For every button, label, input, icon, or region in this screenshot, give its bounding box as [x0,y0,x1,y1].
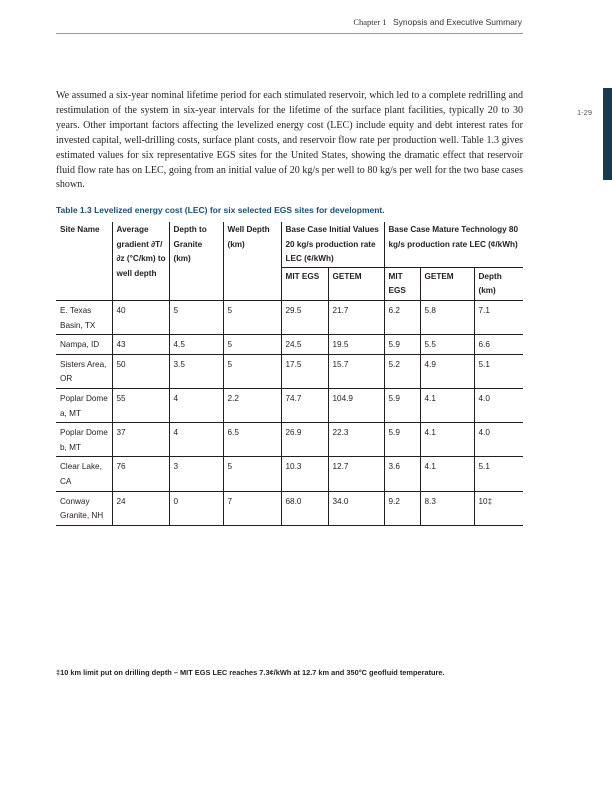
table-footnote: ‡10 km limit put on drilling depth – MIT EGS LEC reaches 7.3¢/kWh at 12.7 km and 350°C geofluid temperature. [56,668,445,677]
cell-depth-km: 5.1 [474,354,523,388]
cell-depth-km: 6.6 [474,335,523,355]
cell-depth-to-granite: 0 [169,491,223,525]
cell-mit-egs-mature: 5.9 [384,335,420,355]
cell-getem-mature: 4.9 [420,354,474,388]
cell-depth-to-granite: 4.5 [169,335,223,355]
cell-site-name: Sisters Area, OR [60,359,107,384]
cell-mit-egs-mature: 5.9 [384,423,420,457]
cell-gradient: 76 [112,457,169,491]
table-row [56,491,523,525]
cell-well-depth: 5 [223,457,281,491]
cell-well-depth: 2.2 [223,388,281,422]
cell-depth-to-granite: 3 [169,457,223,491]
cell-well-depth: 5 [223,300,281,334]
chapter-side-tab [603,88,612,180]
cell-well-depth: 5 [223,354,281,388]
cell-mit-egs-initial: 24.5 [281,335,328,355]
cell-mit-egs-initial: 17.5 [281,354,328,388]
cell-site-name: Conway Granite, NH [60,496,104,521]
cell-site-name: Clear Lake, CA [60,462,102,486]
cell-depth-km: 7.1 [474,300,523,334]
cell-site-name: E. Texas Basin, TX [60,305,96,330]
header-getem-initial: GETEM [328,267,384,300]
cell-depth-to-granite: 4 [169,423,223,457]
header-getem-mature: GETEM [420,267,474,300]
cell-site-name: Poplar Dome b, MT [60,428,108,452]
header-base-case-mature: Base Case Mature Technology 80 kg/s production rate LEC (¢/kWh) [384,222,523,267]
cell-getem-initial: 22.3 [328,423,384,457]
header-base-case-initial: Base Case Initial Values 20 kg/s production rate LEC (¢/kWh) [281,222,384,267]
cell-gradient: 24 [112,491,169,525]
running-header [353,17,522,27]
section-title: Synopsis and Executive Summary [393,17,522,27]
cell-getem-initial: 15.7 [328,354,384,388]
header-depth-to-granite: Depth to Granite (km) [169,222,223,300]
cell-mit-egs-mature: 9.2 [384,491,420,525]
cell-gradient: 43 [112,335,169,355]
cell-getem-mature: 5.5 [420,335,474,355]
table-row [56,335,523,355]
cell-mit-egs-initial: 29.5 [281,300,328,334]
lec-table [56,222,523,526]
cell-mit-egs-initial: 68.0 [281,491,328,525]
cell-mit-egs-initial: 26.9 [281,423,328,457]
cell-site-name: Poplar Dome a, MT [60,393,108,418]
cell-depth-to-granite: 4 [169,388,223,422]
table-row [56,423,523,457]
header-rule [56,33,523,34]
cell-getem-mature: 5.8 [420,300,474,334]
table-caption: Table 1.3 Levelized energy cost (LEC) for six selected EGS sites for development. [56,205,385,215]
cell-mit-egs-mature: 3.6 [384,457,420,491]
cell-gradient: 55 [112,388,169,422]
cell-gradient: 37 [112,423,169,457]
cell-mit-egs-initial: 74.7 [281,388,328,422]
cell-well-depth: 7 [223,491,281,525]
cell-getem-initial: 19.5 [328,335,384,355]
page-number: 1-29 [577,108,593,117]
header-site-name: Site Name [60,225,100,234]
cell-well-depth: 5 [223,335,281,355]
cell-gradient: 40 [112,300,169,334]
header-mit-egs-initial: MIT EGS [281,267,328,300]
header-average-gradient: Average gradient ∂T/∂z (°C/km) to well depth [112,222,169,300]
cell-mit-egs-mature: 5.9 [384,388,420,422]
cell-getem-initial: 104.9 [328,388,384,422]
cell-well-depth: 6.5 [223,423,281,457]
table-header-row [56,222,523,267]
table-row [56,388,523,422]
cell-getem-initial: 12.7 [328,457,384,491]
cell-getem-initial: 34.0 [328,491,384,525]
cell-depth-km: 4.0 [474,388,523,422]
table-row [56,354,523,388]
cell-depth-to-granite: 3.5 [169,354,223,388]
cell-depth-km: 5.1 [474,457,523,491]
cell-getem-initial: 21.7 [328,300,384,334]
table-row [56,457,523,491]
cell-depth-to-granite: 5 [169,300,223,334]
cell-mit-egs-mature: 6.2 [384,300,420,334]
cell-getem-mature: 4.1 [420,388,474,422]
cell-mit-egs-mature: 5.2 [384,354,420,388]
body-paragraph: We assumed a six-year nominal lifetime period for each stimulated reservoir, which led to a complete redrilling and restimulation of the system in six-year intervals for the lifetime of the surface plant facilities, typically 20 to 30 years. Other important factors affecting the levelized energy cost (LEC) include equity and debt interest rates for invested capital, well-drilling costs, surface plant costs, and reservoir flow rate per production well. Table 1.3 gives estimated values for six representative EGS sites for the United States, showing the dramatic effect that reservoir fluid flow rate has on LEC, going from an initial value of 20 kg/s per well to 80 kg/s per well for the two base cases shown. [56,90,523,191]
cell-getem-mature: 8.3 [420,491,474,525]
header-depth-km: Depth (km) [474,267,523,300]
header-mit-egs-mature: MIT EGS [384,267,420,300]
cell-depth-km: 10‡ [474,491,523,525]
cell-getem-mature: 4.1 [420,457,474,491]
cell-getem-mature: 4.1 [420,423,474,457]
header-well-depth: Well Depth (km) [223,222,281,300]
cell-gradient: 50 [112,354,169,388]
cell-depth-km: 4.0 [474,423,523,457]
table-row [56,300,523,334]
cell-site-name: Nampa, ID [60,340,100,350]
chapter-label: Chapter 1 [353,17,387,27]
cell-mit-egs-initial: 10.3 [281,457,328,491]
